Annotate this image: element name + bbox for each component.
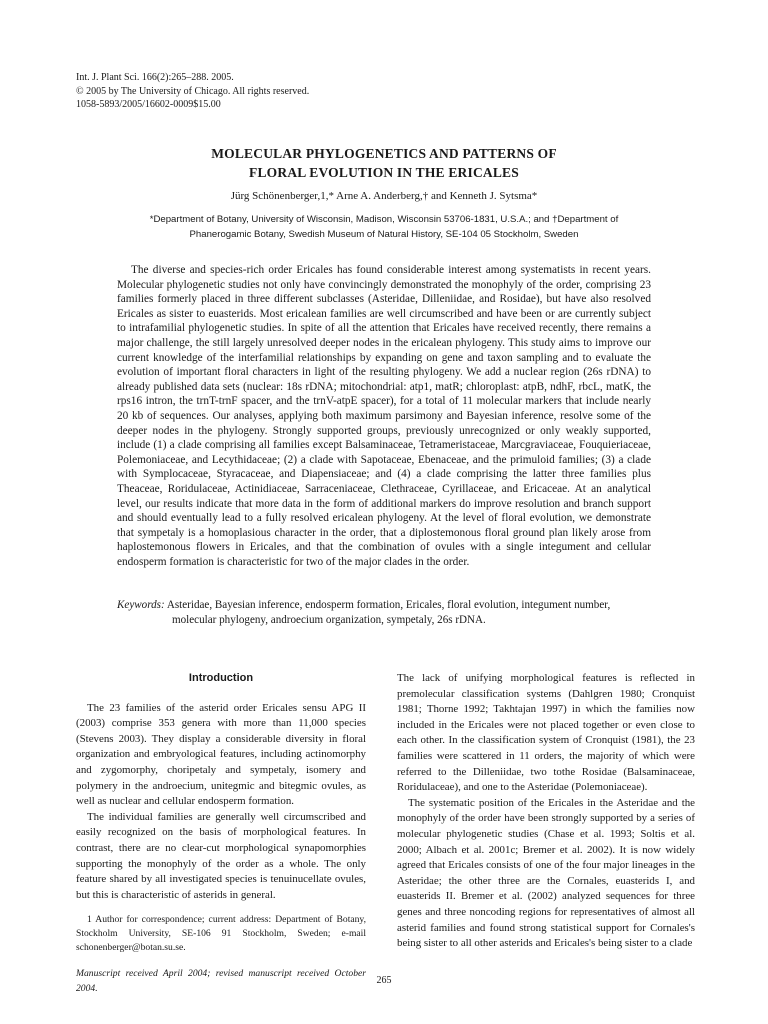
keywords-line2: molecular phylogeny, androecium organization, sympetaly, 26s rDNA. — [172, 614, 486, 626]
left-column — [76, 671, 366, 997]
article-title — [0, 144, 768, 182]
journal-header — [76, 71, 309, 112]
keywords-line1: Asteridae, Bayesian inference, endosperm formation, Ericales, floral evolution, integument number, — [166, 599, 611, 611]
affiliation-line2: Phanerogamic Botany, Swedish Museum of Natural History, SE-104 05 Stockholm, Sweden — [189, 228, 579, 240]
intro-paragraph-3: The lack of unifying morphological features is reflected in premolecular classification systems (Dahlgren 1980; Cronquist 1981; Thorne 1992; Takhtajan 1997) in which the families now included in the Ericales were not placed together or even close to each other. In the classification system of Cronquist (1981), the 23 families were scattered in 11 orders, the majority of which were referred to the Dilleniidae, two tothe Rosidae (Balsaminaceae, Roridulaceae), and one to the Asteridae (Polemoniaceae). — [397, 672, 695, 794]
journal-citation: Int. J. Plant Sci. 166(2):265–288. 2005. — [76, 72, 234, 83]
affiliation-line1: *Department of Botany, University of Wisconsin, Madison, Wisconsin 53706-1831, U.S.A.; and †Department of — [149, 214, 619, 225]
manuscript-received: Manuscript received April 2004; revised manuscript received October 2004. — [76, 967, 366, 995]
intro-paragraph-2: The individual families are generally well circumscribed and easily recognized on the basis of morphological features. In contrast, there are no clear-cut morphological synapomorphies supporting the monophyly of the order as a whole. The only feature shared by all investigated species is tenuinucellate ovules, but this is characteristic of asterids in general. — [76, 810, 366, 901]
author-list: Jürg Schönenberger,1,* Arne A. Anderberg,† and Kenneth J. Sytsma* — [230, 190, 538, 202]
article-title-line2: FLORAL EVOLUTION IN THE ERICALES — [249, 165, 519, 180]
article-title-line1: MOLECULAR PHYLOGENETICS AND PATTERNS OF — [211, 146, 557, 161]
journal-copyright: © 2005 by The University of Chicago. All rights reserved. — [76, 85, 310, 97]
keywords-label: Keywords: — [117, 599, 165, 611]
footnote-correspondence: 1 Author for correspondence; current address: Department of Botany, Stockholm University, SE-106 91 Stockholm, Sweden; e-mail schonenberger@botan.su.se. — [76, 914, 366, 953]
page-number: 265 — [376, 975, 392, 986]
keywords — [117, 598, 651, 628]
author-affiliations — [100, 213, 668, 242]
intro-paragraph-4: The systematic position of the Ericales in the Asteridae and the monophyly of the order have been strongly supported by a series of molecular phylogenetic studies (Chase et al. 1993; Soltis et al. 2000; Albach et al. 2001c; Bremer et al. 2002). It is now widely agreed that Ericales consists of one of the four major lineages in the Asteridae; the other three are the Cornales, euasterids I, and euasterids II. Bremer et al. (2002) analyzed sequences for three genes and three noncoding regions for representatives of almost all asterid families and found strong statistical support for Cornales's being sister to all other asterids and Ericales's being sister to a clade — [397, 796, 695, 950]
intro-paragraph-1: The 23 families of the asterid order Ericales sensu APG II (2003) comprise 353 genera with more than 11,000 species (Stevens 2003). They display a considerable diversity in floral organization and embryological features, including actinomorphy and zygomorphy, choripetaly and sympetaly, isomery and polymery in the androecium, unitegmic and bitegmic ovules, as well as nuclear and cellular endosperm formation. — [76, 701, 366, 808]
abstract: The diverse and species-rich order Ericales has found considerable interest among systematists in recent years. Molecular phylogenetic studies not only have convincingly demonstrated the monophyly of the order, comprising 23 families formerly placed in three different subclasses (Asteridae, Dilleniidae, and Rosidae), but have also resolved Ericales as sister to euasterids. Most ericalean families are well circumscribed and have been or are currently subject to intrafamilial phylogenetic studies. In spite of all the attention that Ericales have received recently, there remains a major challenge, the still largely unresolved deeper nodes in the ericalean phylogeny. This study aims to improve our current knowledge of the interfamilial relationships by expanding on gene and taxon sampling and to evaluate the evolution of important floral characters in light of the resulting phylogeny. We add a nuclear region (26s rDNA) to already published data sets (nuclear: 18s rDNA; mitochondrial: atp1, matR; chloroplast: atpB, ndhF, rbcL, matK, the rps16 intron, the trnT-trnF spacer, and the trnV-atpE spacer), for a total of 11 molecular markers that include nearly 20 kb of sequences. Our analyses, applying both maximum parsimony and Bayesian inference, resolve some of the deeper nodes in the phylogeny. Strongly supported groups, previously unrecognized or only weakly supported, include (1) a clade comprising all families except Balsaminaceae, Tetrameristaceae, Marcgraviaceae, Fouquieriaceae, Polemoniaceae, and Lecythidaceae; (2) a clade with Sapotaceae, Ebenaceae, and the primuloid families; (3) a clade with Symplocaceae, Styracaceae, and Diapensiaceae; and (4) a clade comprising the latter three families plus Theaceae, Roridulaceae, Actinidiaceae, Sarraceniaceae, Clethraceae, Cyrillaceae, and Ericaceae. At an analytical level, our results indicate that more data in the form of additional markers do improve resolution and branch support and should eventually lead to a fully resolved ericalean phylogeny. At the level of floral evolution, we demonstrate that sympetaly is a homoplasious character in the order, that a diplostemonous floral ground plan likely arose from haplostemonous flowers in Ericales, and that the combination of ovules with a single integument and cellular endosperm formation is characteristic for two of the major clades in the order. — [117, 264, 651, 568]
journal-code: 1058-5893/2005/16602-0009$15.00 — [76, 99, 221, 110]
right-column — [397, 671, 695, 952]
section-heading-introduction: Introduction — [188, 672, 254, 684]
